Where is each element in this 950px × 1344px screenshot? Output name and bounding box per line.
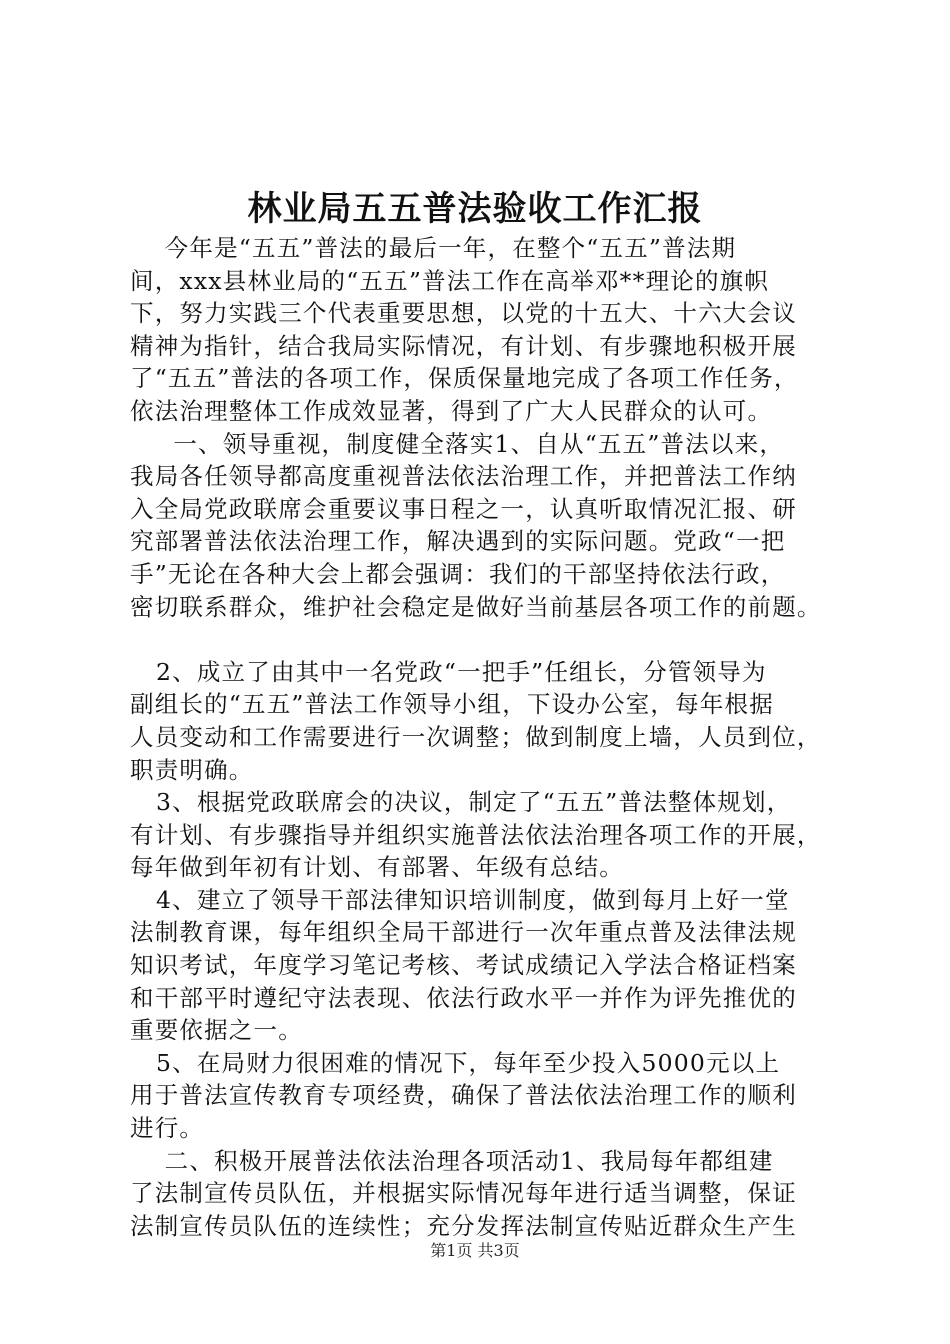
text-line: 重要依据之一。 [130,1016,303,1045]
blank-line [130,623,842,656]
text-line: 法制教育课，每年组织全局干部进行一次年重点普及法律法规 [130,918,797,947]
document-title: 林业局五五普法验收工作汇报 [247,189,703,229]
text-line: 用于普法宣传教育专项经费，确保了普法依法治理工作的顺利 [130,1081,797,1110]
text-line: 今年是“五五”普法的最后一年，在整个“五五”普法期 [130,234,737,262]
text-line: 4、建立了领导干部法律知识培训制度，做到每月上好一堂 [130,885,790,914]
text-line: 有计划、有步骤指导并组织实施普法依法治理各项工作的开展， [130,820,822,849]
text-line: 密切联系群众，维护社会稳定是做好当前基层各项工作的前题。 [130,592,822,621]
text-line: 3、根据党政联席会的决议，制定了“五五”普法整体规划， [130,788,792,817]
text-line: 副组长的“五五”普法工作领导小组，下设办公室，每年根据 [130,690,774,719]
text-line: 精神为指针，结合我局实际情况，有计划、有步骤地积极开展 [130,331,797,360]
text-line: 究部署普法依法治理工作，解决遇到的实际问题。党政“一把 [130,527,786,556]
text-line: 依法治理整体工作成效显著，得到了广大人民群众的认可。 [130,396,773,425]
text-line: 入全局党政联席会重要议事日程之一，认真听取情况汇报、研 [130,494,797,523]
text-line: 2、成立了由其中一名党政“一把手”任组长，分管领导为 [130,657,767,686]
text-line: 下，努力实践三个代表重要思想，以党的十五大、十六大会议 [130,299,797,328]
page-footer: 第1页 共3页 [430,1241,520,1260]
text-line: 一、领导重视，制度健全落实1、自从“五五”普法以来， [130,429,785,458]
text-line: 5、在局财力很困难的情况下，每年至少投入5000元以上 [130,1048,781,1077]
text-line: 法制宣传员队伍的连续性；充分发挥法制宣传贴近群众生产生 [130,1211,797,1240]
text-line: 了“五五”普法的各项工作，保质保量地完成了各项工作任务， [130,364,799,393]
text-line: 知识考试，年度学习笔记考核、考试成绩记入学法合格证档案 [130,951,797,980]
text-line: 二、积极开展普法依法治理各项活动1、我局每年都组建 [130,1146,774,1175]
text-line: 每年做到年初有计划、有部署、年级有总结。 [130,853,624,882]
text-line: 职责明确。 [130,755,254,784]
text-line: 人员变动和工作需要进行一次调整；做到制度上墙，人员到位， [130,722,822,751]
text-line: 间，xxx县林业局的“五五”普法工作在高举邓**理论的旗帜 [130,266,770,295]
text-line: 手”无论在各种大会上都会强调：我们的干部坚持依法行政， [130,559,786,588]
text-line: 了法制宣传员队伍，并根据实际情况每年进行适当调整，保证 [130,1179,797,1208]
document-body [130,232,842,1242]
text-line: 进行。 [130,1114,205,1143]
text-line: 我局各任领导都高度重视普法依法治理工作，并把普法工作纳 [130,462,797,491]
text-line: 和干部平时遵纪守法表现、依法行政水平一并作为评先推优的 [130,983,797,1012]
